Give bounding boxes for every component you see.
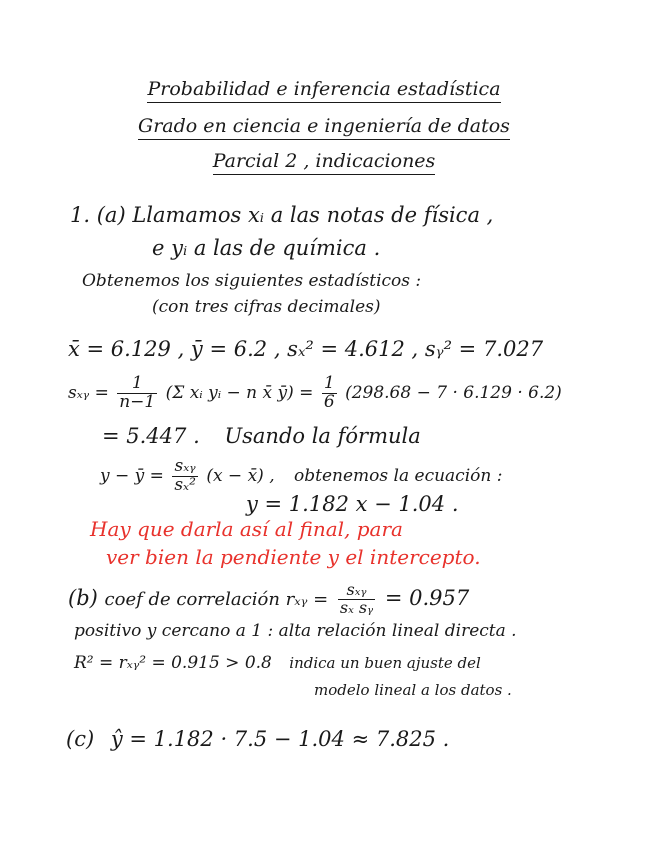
means-variances: x̄ = 6.129 , ȳ = 6.2 , sₓ² = 4.612 , sᵧ² = 7.027 [68,337,544,361]
part-b-label: (b) [68,585,98,610]
regression-equation: y = 1.182 x − 1.04 . [246,492,459,516]
part-c-label: (c) [66,727,95,751]
calc-expression: (298.68 − 7 · 6.129 · 6.2) [345,382,562,403]
question-1-a-intro [70,203,493,227]
frac-numerator: sₓᵧ [172,458,198,477]
frac-denominator: sₓ² [174,474,196,495]
regression-formula [100,458,502,495]
stats-intro: Obtenemos los siguientes estadísticos : [82,271,422,291]
correlation-value: = 0.957 [384,585,470,610]
regression-obtain: obtenemos la ecuación : [294,465,503,486]
sum-expression: (Σ xᵢ yᵢ − n x̄ ȳ) = [165,382,314,403]
red-note-line-2: ver bien la pendiente y el intercepto. [106,545,481,569]
fraction-1-over-6 [322,375,337,412]
covariance-expression [68,375,562,412]
sxy-lhs: sₓᵧ = [68,382,109,403]
course-title: Probabilidad e inferencia estadística [0,78,648,100]
covariance-result-line [102,424,421,448]
frac-numerator: sₓᵧ [338,582,375,600]
r-squared-line [74,653,481,673]
frac-numerator: 1 [117,375,157,394]
r-squared-note-1: indica un buen ajuste del [289,654,481,672]
question-number: 1. [70,203,91,227]
part-b-correlation [68,582,469,617]
correlation-fraction [338,582,375,617]
frac-denominator: 6 [323,391,335,412]
stats-note: (con tres cifras decimales) [152,297,381,317]
part-c-prediction [66,727,449,751]
formula-intro: Usando la fórmula [224,424,421,448]
r-squared-note-2: modelo lineal a los datos . [314,681,512,699]
correlation-text: coef de correlación rₓᵧ = [104,588,329,610]
intro-line-1: Llamamos xᵢ a las notas de física , [132,203,494,227]
regression-slope-fraction [172,458,198,495]
correlation-interpretation: positivo y cercano a 1 : alta relación lineal directa . [74,621,517,641]
part-a-label: (a) [96,203,126,227]
fraction-1-over-n-minus-1 [117,375,157,412]
frac-denominator: n−1 [119,391,156,412]
r-squared-expression: R² = rₓᵧ² = 0.915 > 0.8 [74,653,272,673]
frac-numerator: 1 [323,373,335,393]
exam-title: Parcial 2 , indicaciones [0,150,648,172]
degree-title: Grado en ciencia e ingeniería de datos [0,115,648,137]
regression-rhs: (x − x̄) , [206,465,275,486]
covariance-result: = 5.447 . [102,424,200,448]
prediction-expression: ŷ = 1.182 · 7.5 − 1.04 ≈ 7.825 . [110,727,450,751]
red-note-line-1: Hay que darla así al final, para [90,517,403,541]
regression-lhs: y − ȳ = [100,465,164,486]
frac-denominator: sₓ sᵧ [339,597,374,617]
intro-line-2: e yᵢ a las de química . [152,236,381,260]
